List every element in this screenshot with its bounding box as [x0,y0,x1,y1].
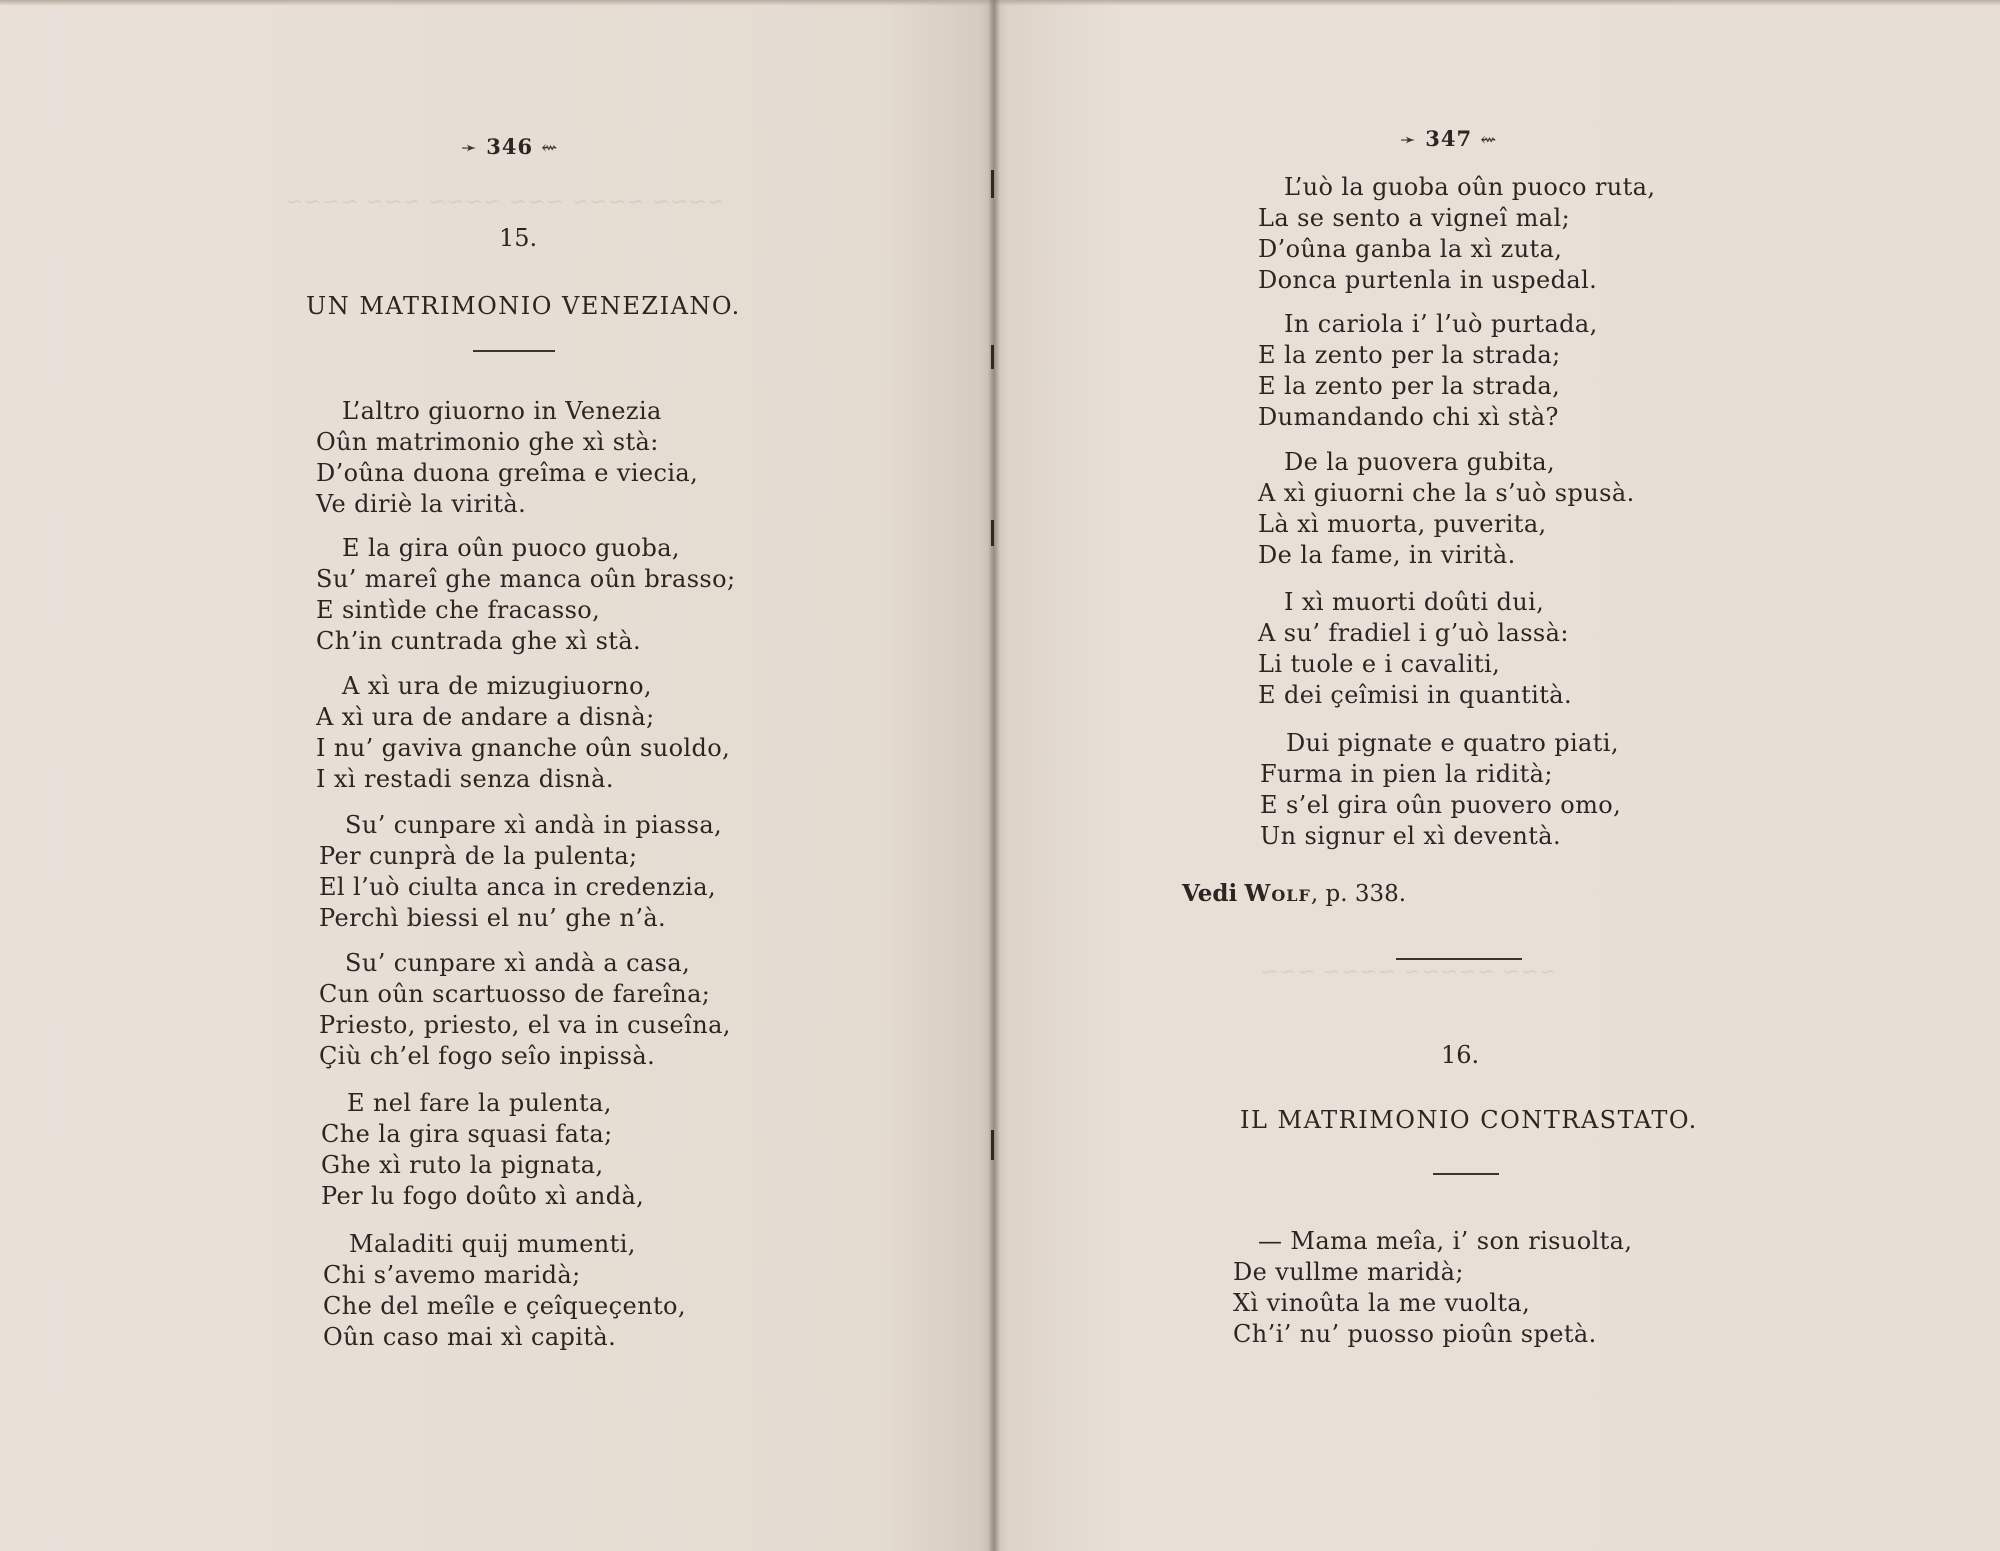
page-ornament-left-icon: ➛ [461,137,478,159]
poem-line: D’oûna ganba la xì zuta, [1258,235,1563,263]
poem-line: De la puovera gubita, [1284,448,1555,476]
poem-line: D’oûna duona greîma e viecia, [316,459,699,487]
poem-line: De la fame, in virità. [1258,541,1516,569]
page-number-value: 347 [1425,126,1473,151]
poem-line: E la gira oûn puoco guoba, [342,534,680,562]
poem-line: Oûn matrimonio ghe xì stà: [316,428,659,456]
section-number: 16. [1441,1041,1480,1069]
page-number-value: 346 [486,134,534,159]
poem-line: Dumandando chi xì stà? [1258,403,1559,431]
poem-line: E dei çeîmisi in quantità. [1258,681,1573,709]
poem-line: I nu’ gaviva gnanche oûn suoldo, [316,734,731,762]
poem-line: La se sento a vigneî mal; [1258,204,1571,232]
poem-line: E la zento per la strada; [1258,341,1561,369]
poem-line: Su’ cunpare xì andà a casa, [345,949,691,977]
poem-line: I xì muorti doûti dui, [1284,588,1545,616]
poem-title: IL MATRIMONIO CONTRASTATO. [1240,1106,1698,1134]
poem-line: Che la gira squasi fata; [321,1120,613,1148]
poem-line: De vullme maridà; [1233,1258,1464,1286]
section-divider [1396,958,1522,960]
poem-line: In cariola i’ l’uò purtada, [1284,310,1598,338]
binding-thread-mark [991,170,994,198]
title-rule [473,350,555,352]
poem-line: A xì ura de mizugiuorno, [342,672,652,700]
poem-line: Su’ mareî ghe manca oûn brasso; [316,565,736,593]
left-page [0,0,988,1551]
poem-line: Li tuole e i cavaliti, [1258,650,1501,678]
poem-line: A su’ fradiel i g’uò lassà: [1258,619,1569,647]
poem-line: I xì restadi senza disnà. [316,765,614,793]
poem-line: Su’ cunpare xì andà in piassa, [345,811,723,839]
poem-line: — Mama meîa, i’ son risuolta, [1258,1227,1633,1255]
page-ornament-left-icon: ➛ [1400,129,1417,151]
binding-thread-mark [991,520,994,546]
source-reference [1182,880,1406,907]
binding-thread-mark [991,345,994,369]
poem-line: Ch’in cuntrada ghe xì stà. [316,627,642,655]
poem-line: Furma in pien la ridità; [1260,760,1553,788]
page-ornament-right-icon: ⇜ [541,137,559,159]
poem-line: L’uò la guoba oûn puoco ruta, [1284,173,1656,201]
poem-line: Che del meîle e çeîqueçento, [323,1292,686,1320]
bleed-through-text: ~~~~ ~~~~ ~~~ ~~~~ ~~~ ~~~~ [285,190,726,215]
poem-line: Ve diriè la virità. [316,490,527,518]
page-ornament-right-icon: ⇜ [1480,129,1498,151]
poem-line: El l’uò ciulta anca in credenzia, [319,873,717,901]
page-number [1400,126,1497,151]
poem-line: Cun oûn scartuosso de fareîna; [319,980,711,1008]
poem-line: Un signur el xì deventà. [1260,822,1561,850]
poem-line: Chi s’avemo maridà; [323,1261,581,1289]
poem-line: Maladiti quij mumenti, [349,1230,636,1258]
book-gutter [988,0,1000,1551]
poem-line: Dui pignate e quatro piati, [1286,729,1619,757]
poem-line: E nel fare la pulenta, [347,1089,612,1117]
page-number [461,134,558,159]
reference-page: , p. 338. [1310,881,1407,907]
poem-line: A xì ura de andare a disnà; [316,703,655,731]
poem-line: Ghe xì ruto la pignata, [321,1151,604,1179]
poem-line: Là xì muorta, puverita, [1258,510,1547,538]
right-page [1000,0,2000,1551]
title-rule [1433,1173,1499,1175]
poem-line: Priesto, priesto, el va in cuseîna, [319,1011,731,1039]
poem-title: UN MATRIMONIO VENEZIANO. [306,292,741,320]
reference-author: Wolf [1244,880,1311,907]
poem-line: Çiù ch’el fogo seîo inpissà. [319,1042,656,1070]
poem-line: Ch’i’ nu’ puosso pioûn spetà. [1233,1320,1597,1348]
poem-line: Perchì biessi el nu’ ghe n’à. [319,904,667,932]
poem-line: Per cunprà de la pulenta; [319,842,638,870]
section-number: 15. [499,224,538,252]
bleed-through-text: ~~~ ~~~~~ ~~~~ ~~~ [1260,960,1558,985]
poem-line: Per lu fogo doûto xì andà, [321,1182,645,1210]
poem-line: Oûn caso mai xì capità. [323,1323,617,1351]
poem-line: L’altro giuorno in Venezia [342,397,662,425]
poem-line: E la zento per la strada, [1258,372,1561,400]
reference-label: Vedi [1182,880,1238,907]
binding-thread-mark [991,1130,994,1160]
poem-line: E s’el gira oûn puovero omo, [1260,791,1622,819]
poem-line: Xì vinoûta la me vuolta, [1233,1289,1531,1317]
poem-line: A xì giuorni che la s’uò spusà. [1258,479,1635,507]
poem-line: Donca purtenla in uspedal. [1258,266,1598,294]
poem-line: E sintìde che fracasso, [316,596,601,624]
